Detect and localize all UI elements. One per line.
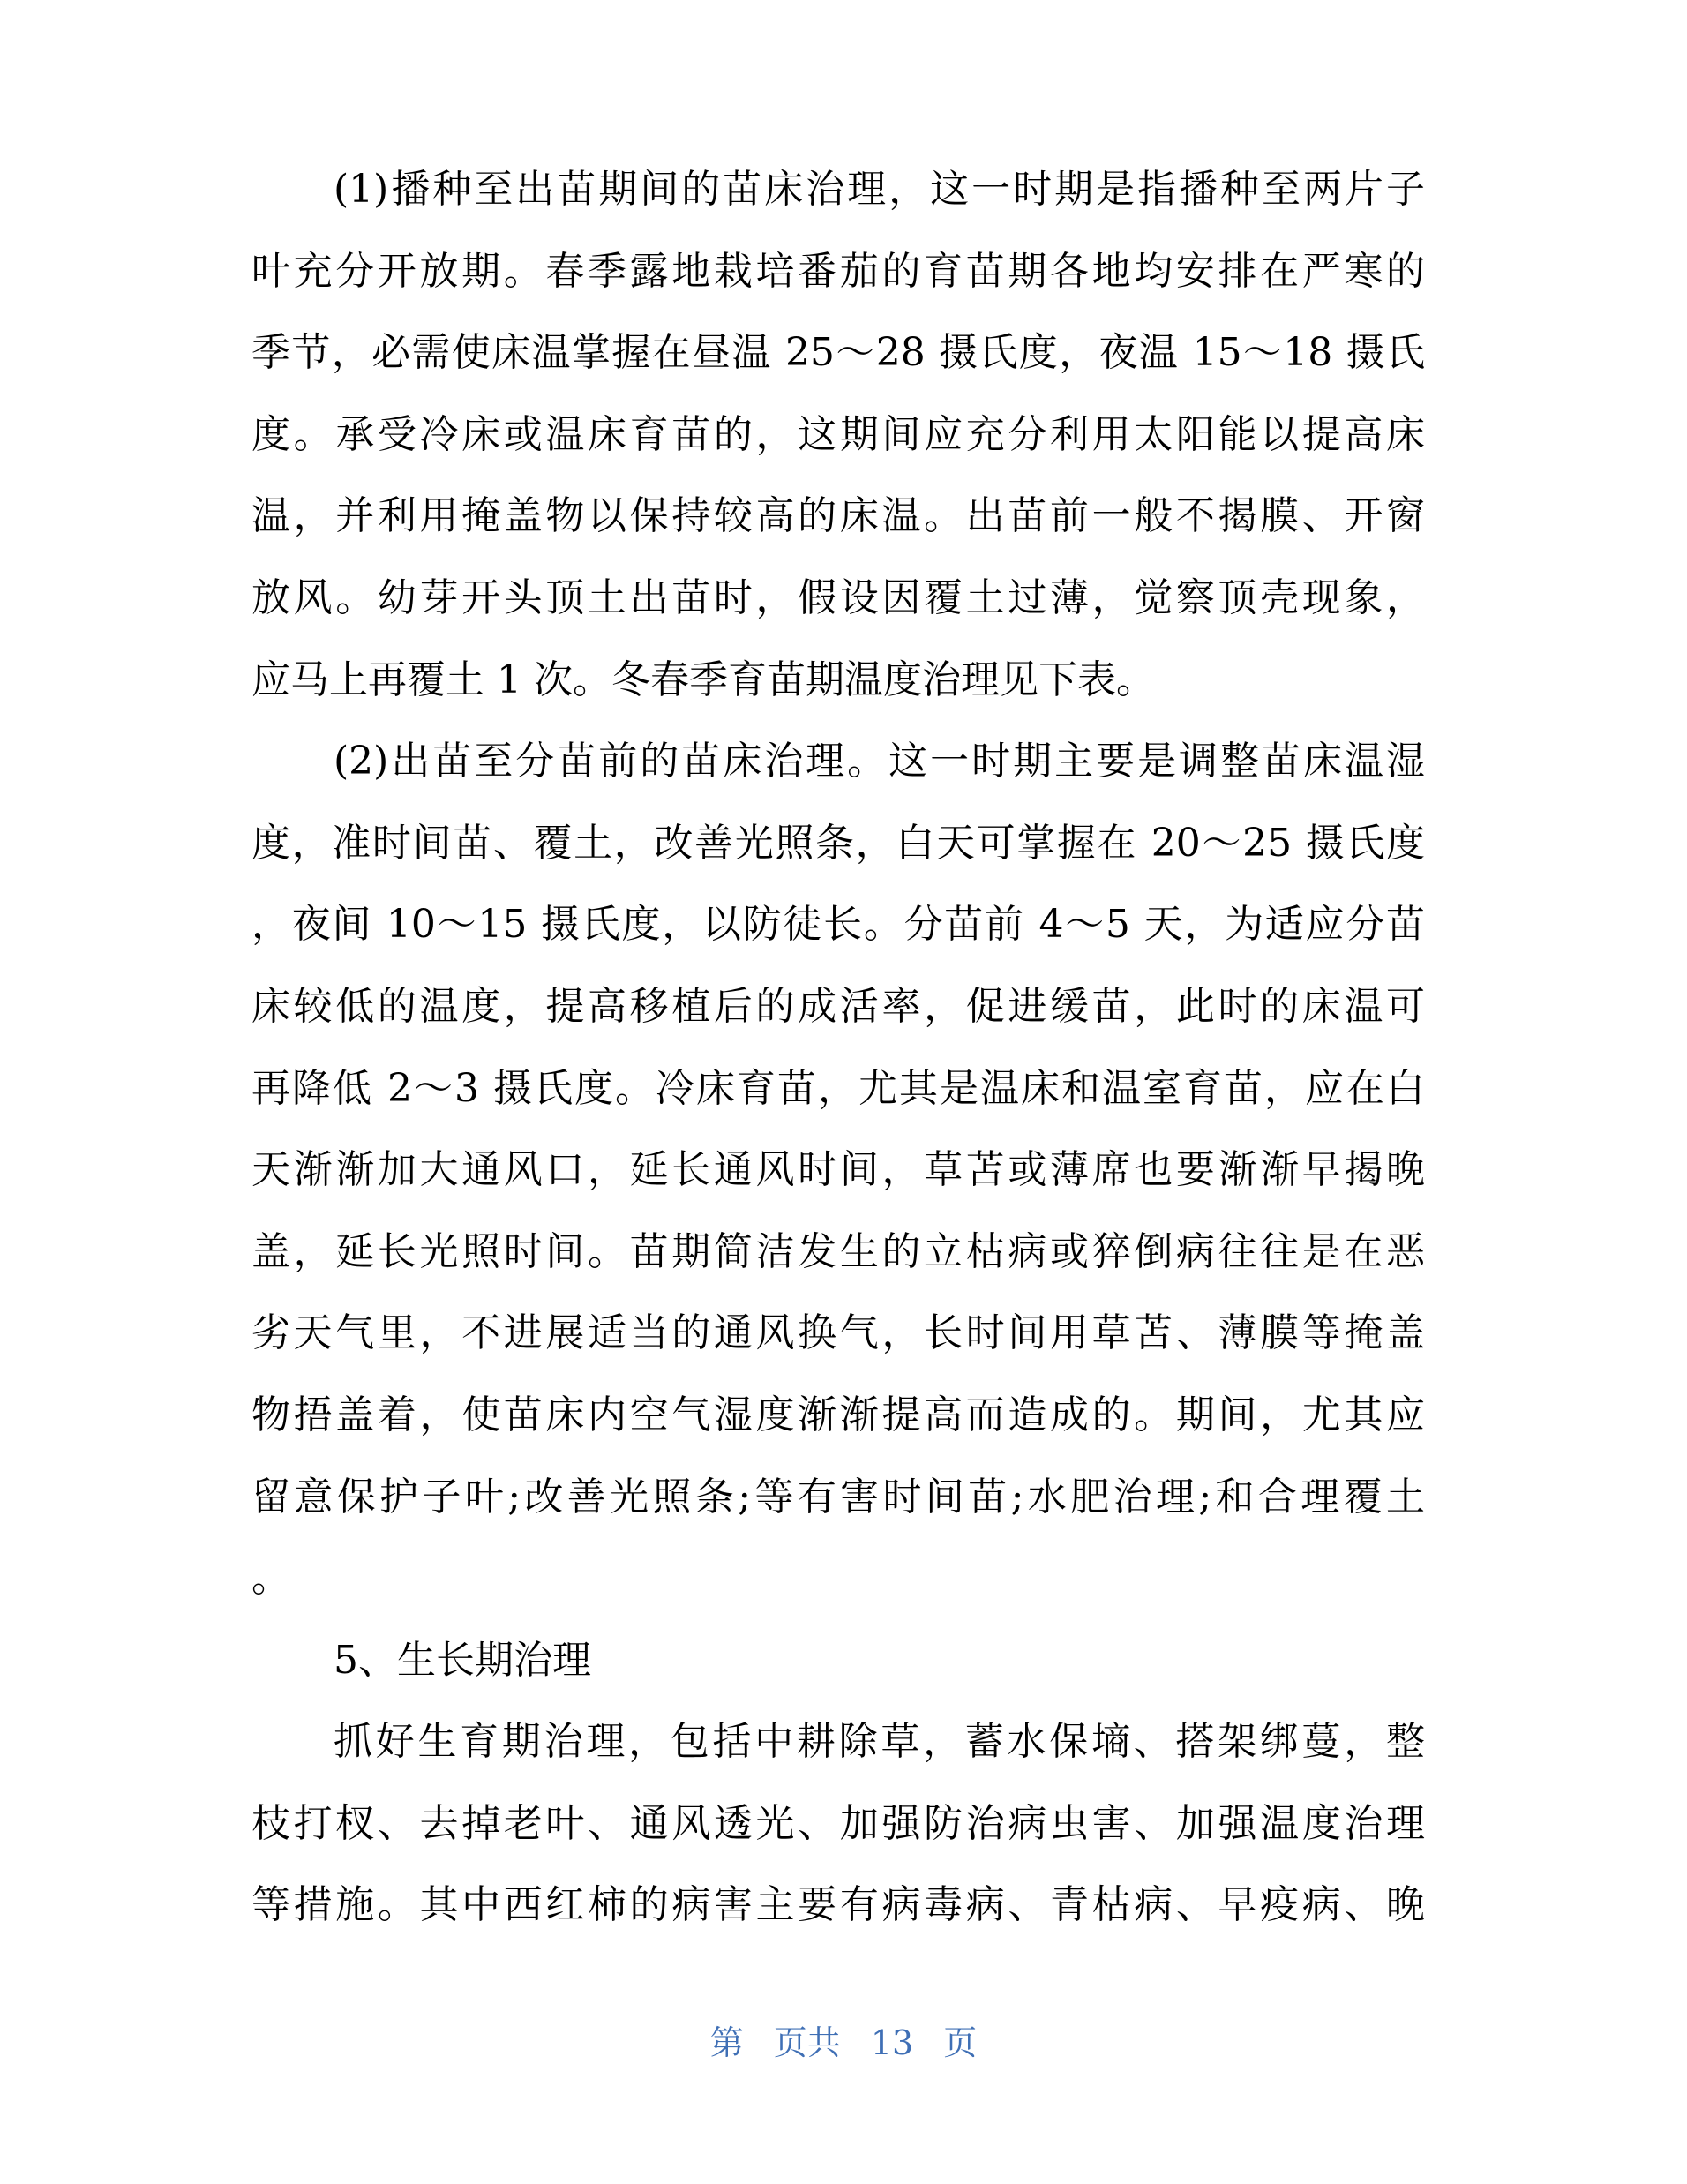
section-heading-text: 5、生长期治理 bbox=[334, 1637, 591, 1683]
text-line: 季节，必需使床温掌握在昼温 25～28 摄氏度，夜温 15～18 摄氏 bbox=[251, 330, 1425, 376]
body-text bbox=[251, 149, 1425, 1947]
text-line: 度。承受冷床或温床育苗的，这期间应充分利用太阳能以提高床 bbox=[251, 411, 1425, 457]
text-line: 应马上再覆土 1 次。冬春季育苗期温度治理见下表。 bbox=[251, 657, 1155, 702]
text-line: 叶充分开放期。春季露地栽培番茄的育苗期各地均安排在严寒的 bbox=[251, 248, 1425, 294]
text-line: 等措施。其中西红柿的病害主要有病毒病、青枯病、早疫病、晚 bbox=[251, 1882, 1425, 1928]
paragraph-seedbed-sowing bbox=[251, 149, 1425, 721]
text-line: (2)出苗至分苗前的苗床治理。这一时期主要是调整苗床温湿 bbox=[334, 739, 1425, 784]
text-line: (1)播种至出苗期间的苗床治理，这一时期是指播种至两片子 bbox=[334, 167, 1425, 212]
text-line: 床较低的温度，提高移植后的成活率，促进缓苗，此时的床温可 bbox=[251, 983, 1425, 1029]
text-line: 留意保护子叶;改善光照条;等有害时间苗;水肥治理;和合理覆土 bbox=[251, 1474, 1425, 1520]
text-line: 物捂盖着，使苗床内空气湿度渐渐提高而造成的。期间，尤其应 bbox=[251, 1392, 1425, 1437]
text-line: 再降低 2～3 摄氏度。冷床育苗，尤其是温床和温室育苗，应在白 bbox=[251, 1065, 1425, 1111]
text-line: 天渐渐加大通风口，延长通风时间，草苫或薄席也要渐渐早揭晚 bbox=[251, 1147, 1425, 1193]
section-heading bbox=[251, 1620, 1425, 1702]
text-line: 温，并利用掩盖物以保持较高的床温。出苗前一般不揭膜、开窗 bbox=[251, 493, 1425, 539]
page-footer: 第 页共 13 页 bbox=[709, 2023, 978, 2062]
paragraph-growth-management bbox=[251, 1701, 1425, 1947]
paragraph-seedbed-emergence bbox=[251, 721, 1425, 1620]
text-line: 抓好生育期治理，包括中耕除草，蓄水保墒、搭架绑蔓，整 bbox=[334, 1719, 1425, 1765]
text-line: ，夜间 10～15 摄氏度，以防徒长。分苗前 4～5 天，为适应分苗 bbox=[251, 902, 1425, 948]
text-line: 盖，延长光照时间。苗期简洁发生的立枯病或猝倒病往往是在恶 bbox=[251, 1228, 1425, 1274]
text-line: 度，准时间苗、覆土，改善光照条，白天可掌握在 20～25 摄氏度 bbox=[251, 820, 1425, 866]
text-line: 劣天气里，不进展适当的通风换气，长时间用草苫、薄膜等掩盖 bbox=[251, 1310, 1425, 1356]
text-line: 。 bbox=[251, 1556, 290, 1602]
text-line: 放风。幼芽开头顶土出苗时，假设因覆土过薄，觉察顶壳现象， bbox=[251, 574, 1425, 620]
text-line: 枝打杈、去掉老叶、通风透光、加强防治病虫害、加强温度治理 bbox=[251, 1800, 1425, 1846]
